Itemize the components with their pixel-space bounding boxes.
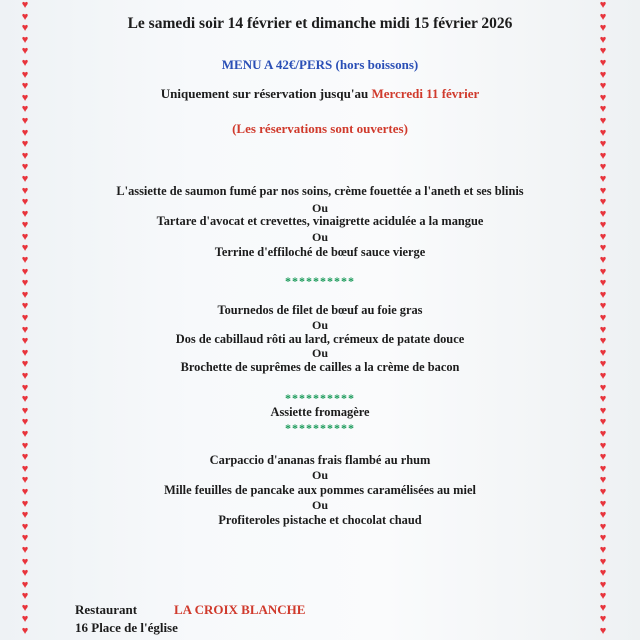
cheese-course: Assiette fromagère — [270, 405, 370, 419]
heart-icon: ♥ — [21, 45, 29, 58]
heart-icon: ♥ — [21, 91, 29, 104]
heart-icon: ♥ — [21, 497, 29, 510]
heart-icon: ♥ — [599, 277, 607, 290]
heart-icon: ♥ — [21, 0, 29, 11]
heart-icon: ♥ — [599, 288, 607, 301]
heart-icon: ♥ — [21, 161, 29, 174]
heart-icon: ♥ — [21, 462, 29, 475]
heart-icon: ♥ — [21, 485, 29, 498]
heart-icon: ♥ — [599, 509, 607, 522]
heart-icon: ♥ — [599, 300, 607, 313]
heart-icon: ♥ — [599, 625, 607, 638]
heart-icon: ♥ — [599, 230, 607, 243]
heart-icon: ♥ — [599, 184, 607, 197]
heart-icon: ♥ — [599, 312, 607, 325]
heart-icon: ♥ — [21, 254, 29, 267]
reservation-prefix: Uniquement sur réservation jusqu'au — [160, 86, 372, 101]
heart-icon: ♥ — [21, 265, 29, 278]
heart-icon: ♥ — [21, 68, 29, 81]
heart-icon: ♥ — [599, 451, 607, 464]
heart-icon: ♥ — [21, 22, 29, 35]
event-title: Le samedi soir 14 février et dimanche midi 15 février 2026 — [127, 15, 513, 32]
stars-separator: ********** — [285, 391, 355, 405]
reservation-date: Mercredi 11 février — [371, 86, 480, 101]
heart-icon: ♥ — [21, 114, 29, 127]
heart-icon: ♥ — [21, 149, 29, 162]
heart-icon: ♥ — [21, 196, 29, 209]
restaurant-name: LA CROIX BLANCHE — [174, 602, 306, 617]
heart-icon: ♥ — [599, 56, 607, 69]
heart-icon: ♥ — [21, 555, 29, 568]
heart-icon: ♥ — [599, 91, 607, 104]
heart-icon: ♥ — [21, 381, 29, 394]
heart-icon: ♥ — [599, 601, 607, 614]
heart-icon: ♥ — [599, 578, 607, 591]
heart-icon: ♥ — [21, 451, 29, 464]
heart-icon: ♥ — [599, 439, 607, 452]
heart-icon: ♥ — [21, 439, 29, 452]
heart-icon: ♥ — [21, 416, 29, 429]
heart-icon: ♥ — [599, 358, 607, 371]
heart-icon: ♥ — [599, 485, 607, 498]
heart-icon: ♥ — [21, 56, 29, 69]
heart-icon: ♥ — [21, 474, 29, 487]
heart-icon: ♥ — [21, 625, 29, 638]
heart-icon: ♥ — [21, 138, 29, 151]
heart-icon: ♥ — [21, 427, 29, 440]
heart-icon: ♥ — [599, 590, 607, 603]
heart-icon: ♥ — [599, 555, 607, 568]
heart-icon: ♥ — [599, 149, 607, 162]
stars-separator: ********** — [285, 421, 355, 435]
heart-icon: ♥ — [21, 393, 29, 406]
heart-icon: ♥ — [599, 404, 607, 417]
heart-icon: ♥ — [21, 103, 29, 116]
heart-icon: ♥ — [599, 219, 607, 232]
heart-icon: ♥ — [599, 543, 607, 556]
heart-icon: ♥ — [21, 242, 29, 255]
heart-icon: ♥ — [21, 532, 29, 545]
heart-icon: ♥ — [599, 161, 607, 174]
or-separator: Ou — [311, 498, 328, 512]
heart-icon: ♥ — [599, 520, 607, 533]
heart-icon: ♥ — [599, 381, 607, 394]
or-separator: Ou — [311, 468, 328, 482]
dessert-3: Profiteroles pistache et chocolat chaud — [218, 513, 422, 527]
heart-icon: ♥ — [21, 543, 29, 556]
main-3: Brochette de suprêmes de cailles a la crème de bacon — [180, 360, 460, 374]
heart-icon: ♥ — [599, 33, 607, 46]
heart-icon: ♥ — [599, 68, 607, 81]
heart-icon: ♥ — [21, 358, 29, 371]
heart-icon: ♥ — [599, 462, 607, 475]
heart-icon: ♥ — [21, 567, 29, 580]
heart-icon: ♥ — [21, 277, 29, 290]
heart-icon: ♥ — [21, 370, 29, 382]
heart-icon: ♥ — [21, 207, 29, 220]
heart-icon: ♥ — [21, 613, 29, 626]
heart-icon: ♥ — [599, 346, 607, 359]
main-2: Dos de cabillaud rôti au lard, crémeux de patate douce — [175, 332, 465, 346]
heart-icon: ♥ — [599, 207, 607, 220]
heart-icon: ♥ — [21, 230, 29, 243]
heart-icon: ♥ — [21, 312, 29, 325]
or-separator: Ou — [311, 230, 328, 244]
heart-icon: ♥ — [599, 323, 607, 336]
heart-icon: ♥ — [599, 114, 607, 127]
heart-icon: ♥ — [599, 172, 607, 185]
reservations-open: (Les réservations sont ouvertes) — [232, 121, 408, 136]
heart-icon: ♥ — [599, 532, 607, 545]
starter-3: Terrine d'effiloché de bœuf sauce vierge — [214, 245, 426, 259]
menu-price: MENU A 42€/PERS (hors boissons) — [221, 57, 419, 72]
footer-label: Restaurant — [75, 602, 138, 617]
heart-icon: ♥ — [21, 300, 29, 313]
dessert-1: Carpaccio d'ananas frais flambé au rhum — [209, 453, 431, 467]
heart-icon: ♥ — [21, 346, 29, 359]
heart-icon: ♥ — [599, 613, 607, 626]
reservation-deadline — [0, 86, 640, 102]
heart-icon: ♥ — [599, 567, 607, 580]
heart-icon: ♥ — [599, 427, 607, 440]
stars-separator: ********** — [285, 274, 355, 288]
heart-icon: ♥ — [599, 416, 607, 429]
heart-icon: ♥ — [599, 22, 607, 35]
heart-icon: ♥ — [21, 80, 29, 93]
heart-icon: ♥ — [599, 393, 607, 406]
heart-icon: ♥ — [599, 0, 607, 11]
heart-icon: ♥ — [21, 520, 29, 533]
heart-icon: ♥ — [599, 80, 607, 93]
heart-icon: ♥ — [21, 404, 29, 417]
heart-icon: ♥ — [599, 265, 607, 278]
heart-icon: ♥ — [599, 497, 607, 510]
main-1: Tournedos de filet de bœuf au foie gras — [217, 303, 423, 317]
or-separator: Ou — [311, 346, 328, 360]
heart-icon: ♥ — [599, 335, 607, 348]
heart-icon: ♥ — [599, 138, 607, 151]
heart-icon: ♥ — [599, 10, 607, 23]
starter-2: Tartare d'avocat et crevettes, vinaigrette acidulée a la mangue — [156, 214, 484, 228]
or-separator: Ou — [311, 318, 328, 332]
heart-icon: ♥ — [599, 242, 607, 255]
heart-icon: ♥ — [599, 474, 607, 487]
heart-icon: ♥ — [21, 601, 29, 614]
starter-1: L'assiette de saumon fumé par nos soins, crème fouettée a l'aneth et ses blinis — [116, 184, 524, 198]
heart-icon: ♥ — [21, 184, 29, 197]
or-separator: Ou — [311, 201, 328, 215]
heart-icon: ♥ — [599, 196, 607, 209]
heart-icon: ♥ — [21, 335, 29, 348]
heart-icon: ♥ — [21, 509, 29, 522]
heart-icon: ♥ — [599, 45, 607, 58]
heart-icon: ♥ — [21, 10, 29, 23]
heart-icon: ♥ — [21, 323, 29, 336]
heart-icon: ♥ — [21, 578, 29, 591]
restaurant-address: 16 Place de l'église — [75, 620, 178, 635]
dessert-2: Mille feuilles de pancake aux pommes caramélisées au miel — [164, 483, 476, 497]
heart-icon: ♥ — [21, 172, 29, 185]
heart-icon: ♥ — [599, 370, 607, 382]
heart-icon: ♥ — [21, 126, 29, 139]
heart-icon: ♥ — [599, 103, 607, 116]
heart-icon: ♥ — [21, 33, 29, 46]
heart-icon: ♥ — [21, 288, 29, 301]
heart-icon: ♥ — [599, 126, 607, 139]
heart-icon: ♥ — [21, 219, 29, 232]
heart-icon: ♥ — [21, 590, 29, 603]
heart-icon: ♥ — [599, 254, 607, 267]
